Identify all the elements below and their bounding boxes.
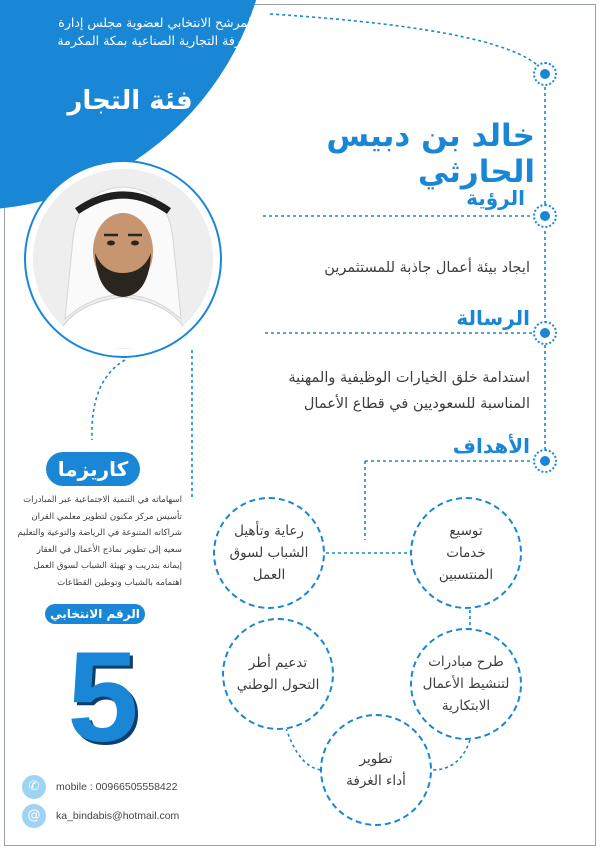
goal-circle xyxy=(410,628,522,740)
goal-line: رعاية وتأهيل xyxy=(234,523,304,539)
goal-line: المنتسبين xyxy=(438,567,494,583)
electoral-number: 5 xyxy=(67,626,139,769)
phone-icon: ✆ xyxy=(22,775,46,799)
timeline-node xyxy=(533,449,557,473)
charisma-item: سعيه إلى تطوير نماذج الأعمال في العقار xyxy=(36,544,182,555)
mission-line-1: استدامة خلق الخيارات الوظيفية والمهنية xyxy=(288,370,530,386)
timeline-node xyxy=(533,62,557,86)
charisma-item: إيمانه بتدريب و تهيئة الشباب لسوق العمل xyxy=(33,561,182,571)
vision-title: الرؤية xyxy=(466,186,525,210)
email-icon: @ xyxy=(22,804,46,828)
charisma-item: اسهاماته في التنمية الاجتماعية عبر المبادرات xyxy=(23,495,182,505)
goal-line: الابتكارية xyxy=(441,698,491,714)
candidate-portrait-image xyxy=(33,169,213,349)
goal-line: لتنشيط الأعمال xyxy=(422,676,510,692)
electoral-number-label: الرقم الانتخابي xyxy=(45,604,145,624)
header-line-1: المرشح الانتخابي لعضوية مجلس إدارة xyxy=(58,15,255,30)
goal-circle xyxy=(320,714,432,826)
category-title: فئة التجار xyxy=(67,86,193,116)
timeline-node xyxy=(533,321,557,345)
charisma-list xyxy=(6,492,182,591)
charisma-item: اهتمامه بالشباب وتوطين القطاعات xyxy=(57,577,182,588)
charisma-item: شراكاته المتنوعة في الرياضة والتوعية والتعليم xyxy=(17,528,182,538)
goal-line: العمل xyxy=(252,567,286,583)
goal-line: خدمات xyxy=(446,545,486,561)
goal-line: توسيع xyxy=(449,523,483,539)
email-text[interactable]: ka_bindabis@hotmail.com xyxy=(56,810,180,822)
goal-line: أداء الغرفة xyxy=(346,773,406,789)
goal-line: تطوير xyxy=(359,751,393,767)
goal-line: التحول الوطني xyxy=(236,677,320,693)
goal-line: الشباب لسوق xyxy=(229,545,309,561)
vision-text: ايجاد بيئة أعمال جاذبة للمستثمرين xyxy=(324,260,530,276)
goal-circle xyxy=(410,497,522,609)
candidate-name: خالد بن دبيس الحارثي xyxy=(326,118,535,190)
mission-title: الرسالة xyxy=(456,306,530,330)
goals-title: الأهداف xyxy=(452,434,530,458)
goal-line: تدعيم أطر xyxy=(248,655,308,671)
header-line-2: الغرفة التجارية الصناعية بمكة المكرمة xyxy=(57,33,255,48)
goal-circle xyxy=(222,618,334,730)
mission-line-2: المناسبة للسعوديين في قطاع الأعمال xyxy=(303,396,530,412)
candidate-photo xyxy=(33,169,213,349)
mobile-text[interactable]: mobile : 00966505558422 xyxy=(56,781,178,793)
charisma-badge: كاريزما xyxy=(46,452,140,486)
goal-circle xyxy=(213,497,325,609)
timeline-node xyxy=(533,204,557,228)
goal-line: طرح مبادرات xyxy=(428,654,504,670)
charisma-item: تأسيس مركز مكنون لتطوير معلمي القران xyxy=(31,511,182,522)
header-text xyxy=(20,14,255,50)
mission-text xyxy=(220,365,530,417)
candidate-photo-frame xyxy=(24,160,222,358)
